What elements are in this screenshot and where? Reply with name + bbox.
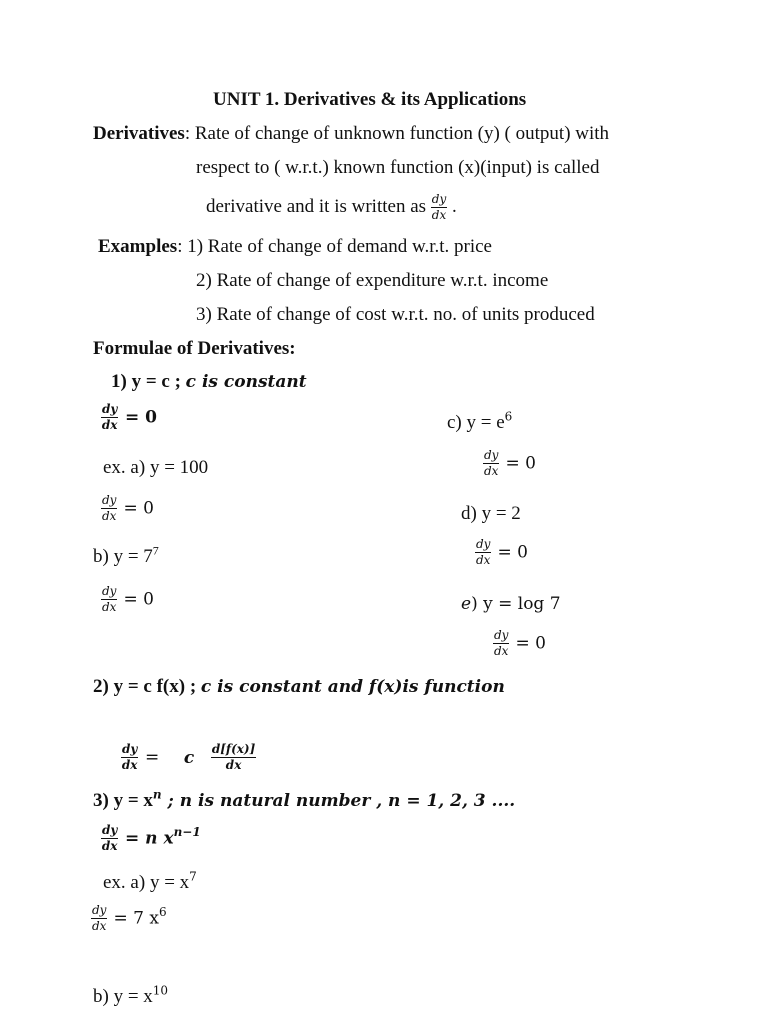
rule-2-condition: c is constant and f(x)is function: [200, 677, 505, 697]
rule-3-ex-b-exponent: 10: [152, 983, 169, 998]
rule-3-condition: ; n is natural number , n = 1, 2, 3 ....: [161, 791, 516, 811]
formulae-heading: Formulae of Derivatives:: [93, 338, 296, 359]
rule-1-ex-d-result: [475, 538, 528, 567]
rule-1-ex-c-result: [483, 449, 536, 478]
examples-label: Examples: [98, 236, 178, 257]
rule-1-result-value: = 0: [125, 407, 157, 428]
rule-1-ex-b-result: [101, 585, 154, 614]
rule-1-ex-c-text: c) y = e: [447, 412, 505, 433]
definition-period: .: [452, 195, 457, 217]
rule-1-ex-c-value: = 0: [505, 453, 536, 474]
dy-dx-fraction: $\frac{dy}{dx}$: [102, 584, 117, 614]
rule-1-head: 1) y = c ;: [111, 371, 186, 392]
rule-1-ex-d: d) y = 2: [461, 503, 521, 524]
example-item-3: 3) Rate of change of cost w.r.t. no. of units produced: [196, 304, 595, 325]
rule-3-result-exponent: n−1: [173, 825, 201, 840]
dy-dx-fraction: $\frac{dy}{dx}$: [101, 402, 118, 432]
rule-3-ex-a-value: = 7 x: [113, 908, 159, 929]
rule-3-ex-a-result: [91, 904, 167, 933]
rule-3-ex-b-text: b) y = x: [93, 986, 153, 1007]
rule-2-head: 2) y = c f(x) ;: [93, 676, 201, 697]
rule-2-result: [121, 743, 256, 772]
definition-line-1: [93, 123, 609, 145]
dy-dx-fraction: $\frac{dy}{dx}$: [102, 493, 117, 523]
rule-1-ex-d-value: = 0: [497, 542, 528, 563]
examples-line-1: [98, 236, 492, 258]
dy-dx-fraction: $\frac{dy}{dx}$: [431, 192, 447, 222]
example-item-2: 2) Rate of change of expenditure w.r.t. income: [196, 270, 549, 291]
rule-1-ex-b-exponent: 7: [152, 543, 159, 558]
definition-line-2: respect to ( w.r.t.) known function (x)(input) is called: [196, 157, 600, 178]
definition-line-3: [206, 193, 457, 222]
dy-dx-fraction: $\frac{dy}{dx}$: [101, 823, 118, 853]
rule-2-constant: c: [183, 747, 195, 768]
dy-dx-fraction: $\frac{dy}{dx}$: [476, 537, 491, 567]
rule-1-ex-e-text: ) y = log 7: [471, 594, 561, 614]
rule-1-ex-a-value: = 0: [123, 498, 154, 519]
rule-1-ex-c: [447, 409, 513, 434]
rule-3-result: [101, 824, 201, 853]
rule-1-ex-e-value: = 0: [515, 633, 546, 654]
rule-3-head: 3) y = x: [93, 790, 153, 811]
rule-2-equals: =: [145, 747, 160, 768]
rule-1-ex-e-result: [493, 629, 546, 658]
rule-1-condition: c is constant: [185, 372, 307, 392]
dy-dx-fraction: $\frac{dy}{dx}$: [92, 903, 107, 933]
rule-1-ex-e-label: e: [461, 594, 472, 614]
definition-term: Derivatives: [93, 123, 185, 144]
definition-text-1: : Rate of change of unknown function (y) ( output) with: [184, 123, 610, 144]
rule-1-result: [101, 403, 157, 432]
rule-3-exponent: n: [152, 787, 162, 802]
dy-dx-fraction: $\frac{dy}{dx}$: [494, 628, 509, 658]
rule-3-ex-b: [93, 983, 169, 1008]
rule-1-ex-a: ex. a) y = 100: [103, 457, 209, 478]
rule-3-ex-a-text: ex. a) y = x: [103, 872, 190, 893]
rule-3-heading: [93, 787, 516, 812]
rule-1-ex-b-value: = 0: [123, 589, 154, 610]
df-dx-fraction: $\frac{d[f(x)]}{dx}$: [211, 742, 256, 772]
rule-1-ex-b-text: b) y = 7: [93, 546, 153, 567]
dy-dx-fraction: $\frac{dy}{dx}$: [484, 448, 499, 478]
rule-3-result-value: = n x: [125, 828, 174, 849]
rule-3-ex-a: [103, 869, 197, 894]
rule-3-ex-a-exponent: 7: [189, 869, 197, 884]
rule-1-ex-e: [461, 593, 561, 615]
rule-1-ex-a-result: [101, 494, 154, 523]
rule-2-heading: [93, 676, 505, 698]
page-title: UNIT 1. Derivatives & its Applications: [213, 89, 527, 110]
definition-text-3: derivative and it is written as: [206, 195, 427, 217]
rule-1-heading: [111, 371, 307, 393]
rule-1-ex-c-exponent: 6: [504, 409, 513, 424]
rule-3-ex-a-value-exponent: 6: [158, 905, 167, 920]
example-item-1: : 1) Rate of change of demand w.r.t. price: [177, 236, 492, 257]
rule-1-ex-b: [93, 543, 159, 568]
dy-dx-fraction: $\frac{dy}{dx}$: [121, 742, 138, 772]
